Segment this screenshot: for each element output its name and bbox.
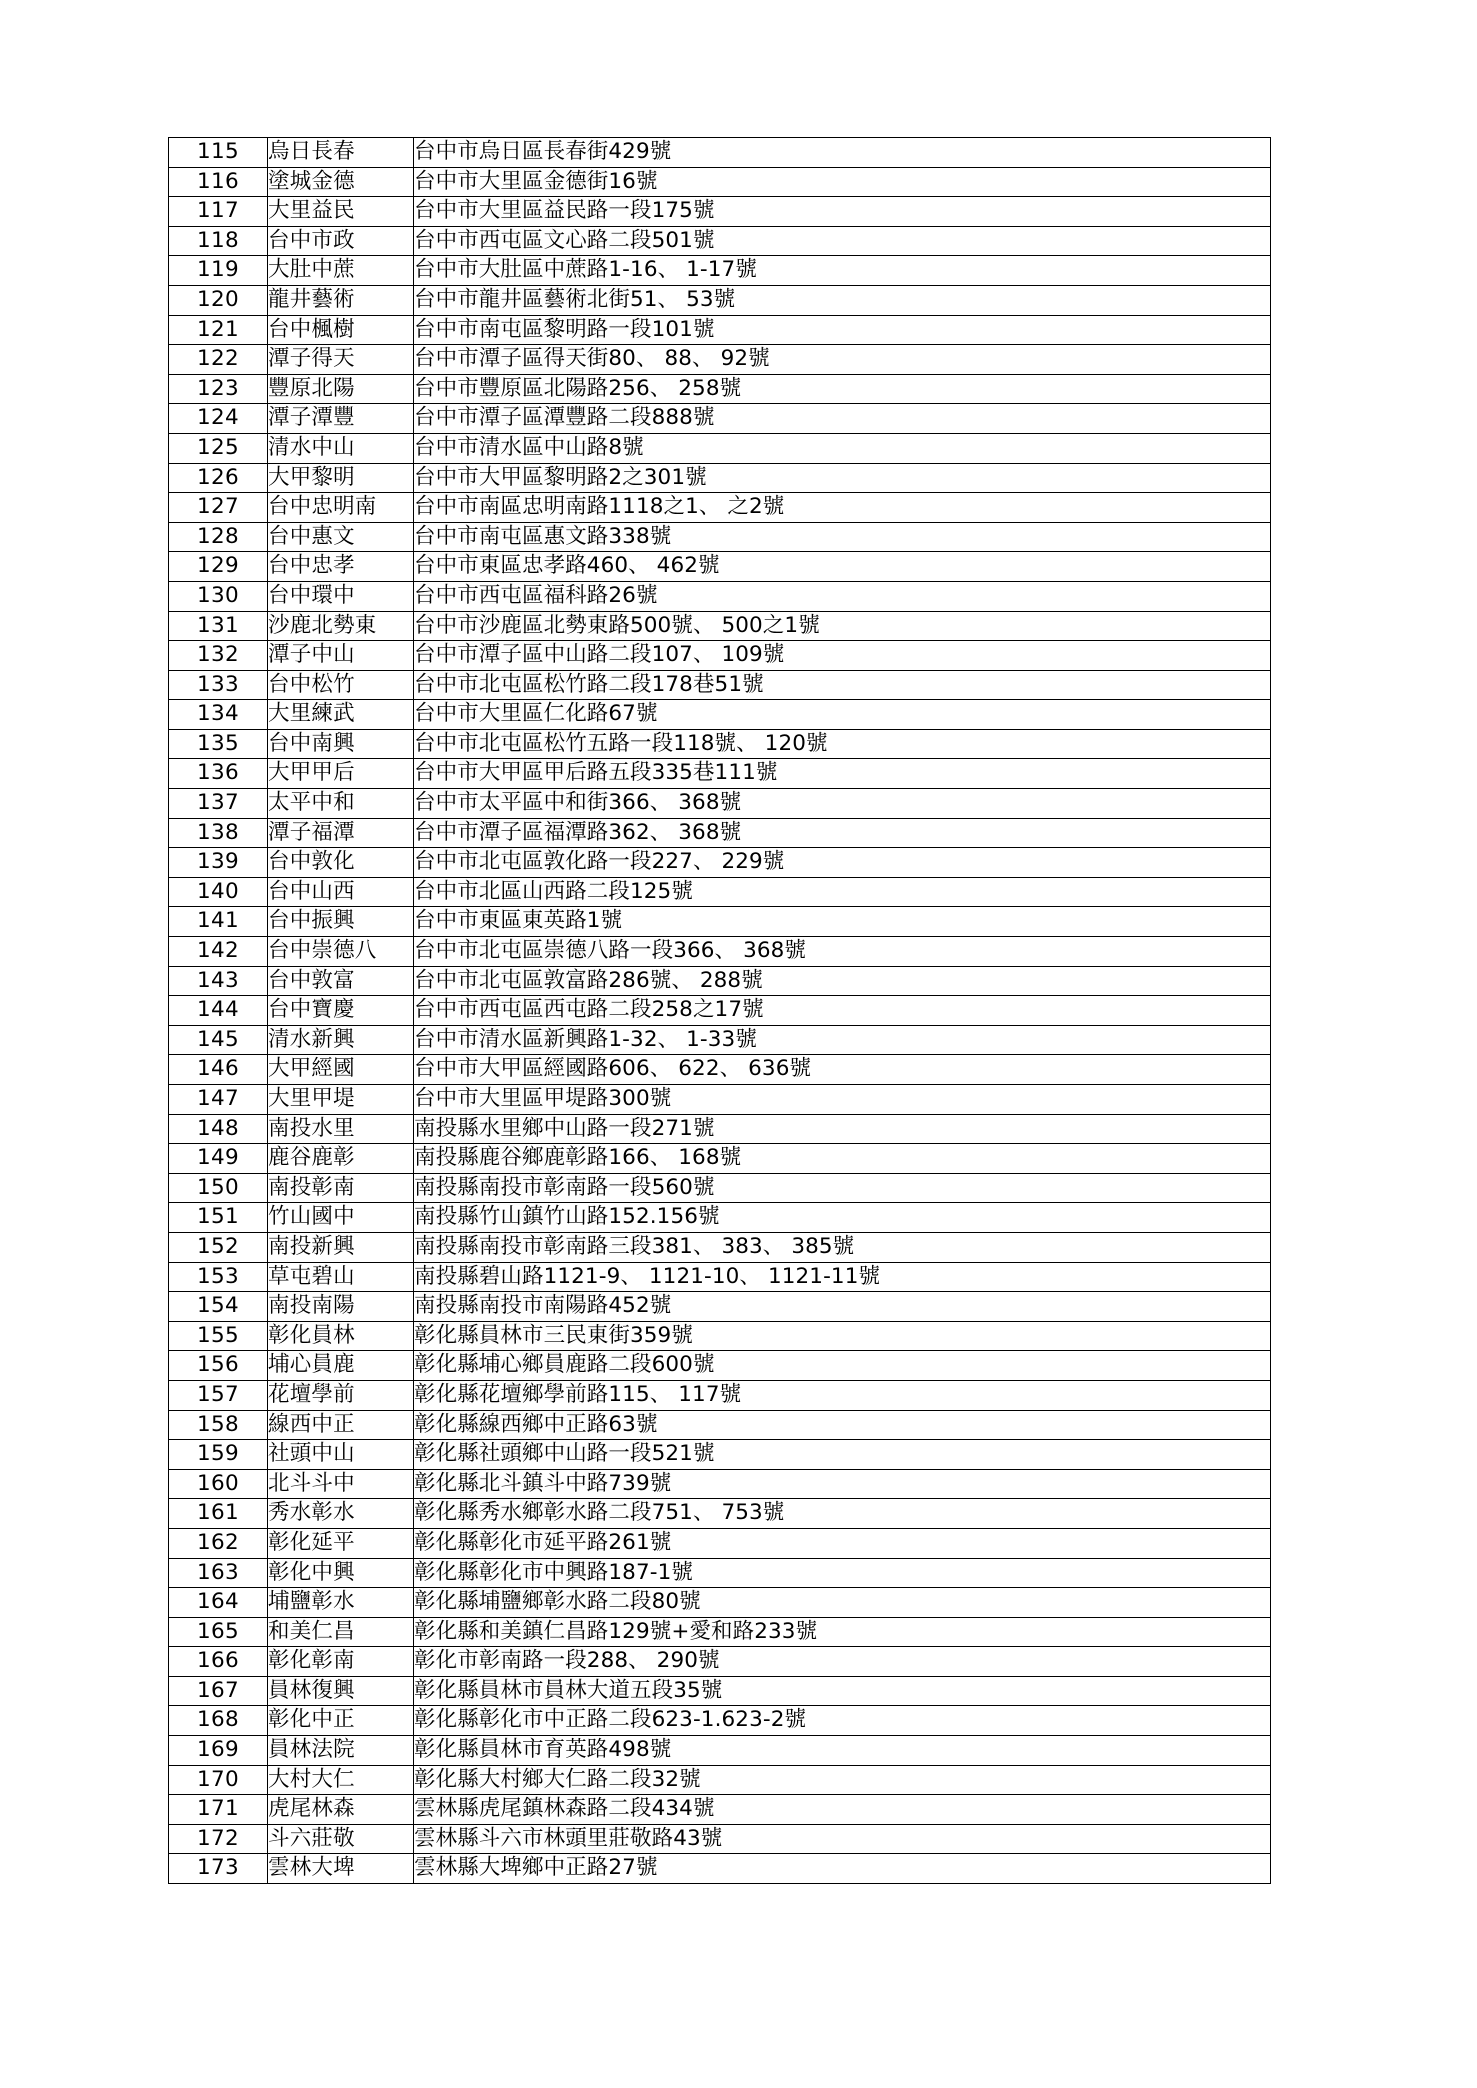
branch-name-cell: 大里甲堤 [268, 1085, 414, 1115]
branch-address-cell: 南投縣水里鄉中山路一段271號 [414, 1114, 1271, 1144]
table-row [169, 256, 1271, 286]
table-row [169, 1499, 1271, 1529]
table-row [169, 1676, 1271, 1706]
row-number-cell: 123 [169, 374, 268, 404]
branch-name-cell: 清水新興 [268, 1025, 414, 1055]
row-number-cell: 150 [169, 1173, 268, 1203]
table-row [169, 996, 1271, 1026]
table-row [169, 1351, 1271, 1381]
branch-address-cell: 彰化縣線西鄉中正路63號 [414, 1410, 1271, 1440]
row-number-cell: 153 [169, 1262, 268, 1292]
branch-address-cell: 台中市潭子區得天街80、 88、 92號 [414, 345, 1271, 375]
branch-address-cell: 彰化縣彰化市中正路二段623-1.623-2號 [414, 1706, 1271, 1736]
branch-name-cell: 豐原北陽 [268, 374, 414, 404]
row-number-cell: 144 [169, 996, 268, 1026]
branch-address-cell: 台中市沙鹿區北勢東路500號、 500之1號 [414, 611, 1271, 641]
branch-name-cell: 竹山國中 [268, 1203, 414, 1233]
table-row [169, 848, 1271, 878]
branch-name-cell: 彰化彰南 [268, 1647, 414, 1677]
row-number-cell: 138 [169, 818, 268, 848]
branch-name-cell: 台中振興 [268, 907, 414, 937]
branch-address-cell: 台中市南屯區惠文路338號 [414, 522, 1271, 552]
branch-name-cell: 社頭中山 [268, 1440, 414, 1470]
table-row [169, 1469, 1271, 1499]
row-number-cell: 167 [169, 1676, 268, 1706]
branch-name-cell: 彰化中正 [268, 1706, 414, 1736]
branch-address-cell: 彰化縣花壇鄉學前路115、 117號 [414, 1380, 1271, 1410]
branch-address-cell: 彰化市彰南路一段288、 290號 [414, 1647, 1271, 1677]
branch-address-cell: 台中市大里區益民路一段175號 [414, 197, 1271, 227]
table-row [169, 1647, 1271, 1677]
table-row [169, 1144, 1271, 1174]
branch-name-cell: 員林復興 [268, 1676, 414, 1706]
branch-name-cell: 太平中和 [268, 789, 414, 819]
branch-address-cell: 台中市西屯區文心路二段501號 [414, 226, 1271, 256]
branch-address-cell: 彰化縣員林市三民東街359號 [414, 1321, 1271, 1351]
row-number-cell: 122 [169, 345, 268, 375]
row-number-cell: 145 [169, 1025, 268, 1055]
branch-name-cell: 台中敦化 [268, 848, 414, 878]
table-row [169, 197, 1271, 227]
branch-name-cell: 草屯碧山 [268, 1262, 414, 1292]
row-number-cell: 168 [169, 1706, 268, 1736]
row-number-cell: 156 [169, 1351, 268, 1381]
row-number-cell: 146 [169, 1055, 268, 1085]
table-row [169, 1025, 1271, 1055]
branch-name-cell: 龍井藝術 [268, 285, 414, 315]
table-row [169, 1292, 1271, 1322]
branch-address-cell: 彰化縣大村鄉大仁路二段32號 [414, 1765, 1271, 1795]
branch-address-cell: 台中市潭子區福潭路362、 368號 [414, 818, 1271, 848]
table-row [169, 1114, 1271, 1144]
row-number-cell: 130 [169, 581, 268, 611]
branch-address-cell: 彰化縣社頭鄉中山路一段521號 [414, 1440, 1271, 1470]
branch-name-cell: 烏日長春 [268, 138, 414, 168]
row-number-cell: 147 [169, 1085, 268, 1115]
branch-address-cell: 南投縣南投市南陽路452號 [414, 1292, 1271, 1322]
branch-name-cell: 潭子中山 [268, 641, 414, 671]
branch-address-cell: 雲林縣斗六市林頭里莊敬路43號 [414, 1824, 1271, 1854]
table-row [169, 345, 1271, 375]
branch-address-cell: 台中市烏日區長春街429號 [414, 138, 1271, 168]
row-number-cell: 157 [169, 1380, 268, 1410]
row-number-cell: 151 [169, 1203, 268, 1233]
branch-name-cell: 台中寶慶 [268, 996, 414, 1026]
branch-address-cell: 南投縣南投市彰南路三段381、 383、 385號 [414, 1232, 1271, 1262]
row-number-cell: 160 [169, 1469, 268, 1499]
table-row [169, 167, 1271, 197]
branch-address-table [168, 137, 1271, 1884]
row-number-cell: 137 [169, 789, 268, 819]
branch-name-cell: 台中惠文 [268, 522, 414, 552]
row-number-cell: 155 [169, 1321, 268, 1351]
table-row [169, 522, 1271, 552]
branch-name-cell: 台中環中 [268, 581, 414, 611]
table-row [169, 1558, 1271, 1588]
branch-name-cell: 潭子潭豐 [268, 404, 414, 434]
table-row [169, 670, 1271, 700]
branch-address-cell: 台中市大甲區黎明路2之301號 [414, 463, 1271, 493]
row-number-cell: 159 [169, 1440, 268, 1470]
branch-name-cell: 員林法院 [268, 1736, 414, 1766]
table-row [169, 1203, 1271, 1233]
row-number-cell: 163 [169, 1558, 268, 1588]
branch-address-cell: 南投縣鹿谷鄉鹿彰路166、 168號 [414, 1144, 1271, 1174]
table-row [169, 1085, 1271, 1115]
branch-address-cell: 台中市太平區中和街366、 368號 [414, 789, 1271, 819]
branch-name-cell: 潭子福潭 [268, 818, 414, 848]
branch-address-cell: 台中市北區山西路二段125號 [414, 877, 1271, 907]
branch-name-cell: 秀水彰水 [268, 1499, 414, 1529]
table-row [169, 552, 1271, 582]
branch-address-cell: 南投縣南投市彰南路一段560號 [414, 1173, 1271, 1203]
table-row [169, 1706, 1271, 1736]
row-number-cell: 170 [169, 1765, 268, 1795]
table-row [169, 581, 1271, 611]
branch-address-cell: 台中市西屯區福科路26號 [414, 581, 1271, 611]
row-number-cell: 133 [169, 670, 268, 700]
branch-address-cell: 台中市豐原區北陽路256、 258號 [414, 374, 1271, 404]
branch-address-cell: 台中市潭子區潭豐路二段888號 [414, 404, 1271, 434]
branch-name-cell: 埔鹽彰水 [268, 1588, 414, 1618]
branch-name-cell: 南投水里 [268, 1114, 414, 1144]
table-row [169, 611, 1271, 641]
branch-address-cell: 台中市大肚區中蔗路1-16、 1-17號 [414, 256, 1271, 286]
table-row [169, 493, 1271, 523]
table-row [169, 966, 1271, 996]
branch-address-cell: 彰化縣北斗鎮斗中路739號 [414, 1469, 1271, 1499]
table-row [169, 1528, 1271, 1558]
table-row [169, 877, 1271, 907]
branch-name-cell: 台中崇德八 [268, 937, 414, 967]
row-number-cell: 125 [169, 433, 268, 463]
branch-name-cell: 南投南陽 [268, 1292, 414, 1322]
row-number-cell: 132 [169, 641, 268, 671]
row-number-cell: 121 [169, 315, 268, 345]
branch-name-cell: 埔心員鹿 [268, 1351, 414, 1381]
table-row [169, 729, 1271, 759]
branch-name-cell: 沙鹿北勢東 [268, 611, 414, 641]
table-row [169, 1410, 1271, 1440]
branch-name-cell: 南投新興 [268, 1232, 414, 1262]
table-row [169, 315, 1271, 345]
table-row [169, 1232, 1271, 1262]
table-row [169, 789, 1271, 819]
table-row [169, 907, 1271, 937]
branch-name-cell: 台中忠明南 [268, 493, 414, 523]
table-row [169, 404, 1271, 434]
row-number-cell: 131 [169, 611, 268, 641]
table-row [169, 641, 1271, 671]
table-row [169, 1617, 1271, 1647]
row-number-cell: 149 [169, 1144, 268, 1174]
branch-name-cell: 線西中正 [268, 1410, 414, 1440]
branch-address-cell: 台中市東區東英路1號 [414, 907, 1271, 937]
branch-name-cell: 花壇學前 [268, 1380, 414, 1410]
table-row [169, 374, 1271, 404]
branch-name-cell: 台中忠孝 [268, 552, 414, 582]
row-number-cell: 166 [169, 1647, 268, 1677]
table-row [169, 1736, 1271, 1766]
branch-address-cell: 南投縣碧山路1121-9、 1121-10、 1121-11號 [414, 1262, 1271, 1292]
branch-name-cell: 大里益民 [268, 197, 414, 227]
table-row [169, 433, 1271, 463]
branch-address-cell: 彰化縣埔鹽鄉彰水路二段80號 [414, 1588, 1271, 1618]
branch-name-cell: 大甲黎明 [268, 463, 414, 493]
table-body [169, 138, 1271, 1884]
branch-name-cell: 大肚中蔗 [268, 256, 414, 286]
table-row [169, 1854, 1271, 1884]
table-row [169, 1173, 1271, 1203]
row-number-cell: 173 [169, 1854, 268, 1884]
branch-address-cell: 台中市北屯區敦富路286號、 288號 [414, 966, 1271, 996]
branch-address-cell: 台中市大甲區經國路606、 622、 636號 [414, 1055, 1271, 1085]
row-number-cell: 164 [169, 1588, 268, 1618]
table-row [169, 1795, 1271, 1825]
branch-name-cell: 彰化中興 [268, 1558, 414, 1588]
row-number-cell: 129 [169, 552, 268, 582]
branch-address-cell: 彰化縣埔心鄉員鹿路二段600號 [414, 1351, 1271, 1381]
branch-name-cell: 大里練武 [268, 700, 414, 730]
branch-address-cell: 台中市北屯區崇德八路一段366、 368號 [414, 937, 1271, 967]
table-row [169, 1824, 1271, 1854]
row-number-cell: 152 [169, 1232, 268, 1262]
table-row [169, 138, 1271, 168]
branch-address-cell: 台中市大里區仁化路67號 [414, 700, 1271, 730]
branch-name-cell: 大村大仁 [268, 1765, 414, 1795]
row-number-cell: 117 [169, 197, 268, 227]
branch-address-cell: 台中市大甲區甲后路五段335巷111號 [414, 759, 1271, 789]
row-number-cell: 162 [169, 1528, 268, 1558]
branch-address-cell: 台中市南區忠明南路1118之1、 之2號 [414, 493, 1271, 523]
branch-name-cell: 台中楓樹 [268, 315, 414, 345]
row-number-cell: 139 [169, 848, 268, 878]
row-number-cell: 158 [169, 1410, 268, 1440]
table-row [169, 463, 1271, 493]
branch-name-cell: 鹿谷鹿彰 [268, 1144, 414, 1174]
table-row [169, 1321, 1271, 1351]
row-number-cell: 119 [169, 256, 268, 286]
branch-address-cell: 台中市清水區新興路1-32、 1-33號 [414, 1025, 1271, 1055]
branch-address-cell: 雲林縣大埤鄉中正路27號 [414, 1854, 1271, 1884]
branch-address-cell: 彰化縣員林市員林大道五段35號 [414, 1676, 1271, 1706]
branch-name-cell: 彰化員林 [268, 1321, 414, 1351]
address-table-container [168, 137, 1270, 1884]
branch-address-cell: 南投縣竹山鎮竹山路152.156號 [414, 1203, 1271, 1233]
row-number-cell: 116 [169, 167, 268, 197]
branch-name-cell: 台中市政 [268, 226, 414, 256]
table-row [169, 226, 1271, 256]
row-number-cell: 154 [169, 1292, 268, 1322]
row-number-cell: 115 [169, 138, 268, 168]
row-number-cell: 140 [169, 877, 268, 907]
row-number-cell: 143 [169, 966, 268, 996]
branch-address-cell: 彰化縣員林市育英路498號 [414, 1736, 1271, 1766]
branch-address-cell: 彰化縣彰化市延平路261號 [414, 1528, 1271, 1558]
row-number-cell: 142 [169, 937, 268, 967]
branch-name-cell: 雲林大埤 [268, 1854, 414, 1884]
row-number-cell: 127 [169, 493, 268, 523]
row-number-cell: 124 [169, 404, 268, 434]
branch-address-cell: 彰化縣秀水鄉彰水路二段751、 753號 [414, 1499, 1271, 1529]
branch-name-cell: 南投彰南 [268, 1173, 414, 1203]
table-row [169, 1055, 1271, 1085]
branch-name-cell: 清水中山 [268, 433, 414, 463]
branch-name-cell: 彰化延平 [268, 1528, 414, 1558]
row-number-cell: 169 [169, 1736, 268, 1766]
branch-name-cell: 台中松竹 [268, 670, 414, 700]
branch-address-cell: 雲林縣虎尾鎮林森路二段434號 [414, 1795, 1271, 1825]
branch-name-cell: 大甲經國 [268, 1055, 414, 1085]
table-row [169, 1380, 1271, 1410]
row-number-cell: 148 [169, 1114, 268, 1144]
branch-name-cell: 斗六莊敬 [268, 1824, 414, 1854]
branch-name-cell: 台中南興 [268, 729, 414, 759]
branch-address-cell: 台中市北屯區敦化路一段227、 229號 [414, 848, 1271, 878]
row-number-cell: 135 [169, 729, 268, 759]
row-number-cell: 171 [169, 1795, 268, 1825]
table-row [169, 759, 1271, 789]
branch-address-cell: 台中市清水區中山路8號 [414, 433, 1271, 463]
branch-address-cell: 台中市南屯區黎明路一段101號 [414, 315, 1271, 345]
table-row [169, 937, 1271, 967]
row-number-cell: 161 [169, 1499, 268, 1529]
branch-name-cell: 塗城金德 [268, 167, 414, 197]
table-row [169, 285, 1271, 315]
row-number-cell: 172 [169, 1824, 268, 1854]
row-number-cell: 165 [169, 1617, 268, 1647]
branch-name-cell: 虎尾林森 [268, 1795, 414, 1825]
row-number-cell: 128 [169, 522, 268, 552]
branch-address-cell: 台中市大里區甲堤路300號 [414, 1085, 1271, 1115]
branch-address-cell: 台中市東區忠孝路460、 462號 [414, 552, 1271, 582]
table-row [169, 1765, 1271, 1795]
branch-address-cell: 台中市大里區金德街16號 [414, 167, 1271, 197]
branch-name-cell: 台中敦富 [268, 966, 414, 996]
branch-name-cell: 和美仁昌 [268, 1617, 414, 1647]
row-number-cell: 136 [169, 759, 268, 789]
branch-address-cell: 彰化縣和美鎮仁昌路129號+愛和路233號 [414, 1617, 1271, 1647]
table-row [169, 1262, 1271, 1292]
branch-name-cell: 潭子得天 [268, 345, 414, 375]
row-number-cell: 118 [169, 226, 268, 256]
table-row [169, 1588, 1271, 1618]
table-row [169, 1440, 1271, 1470]
branch-address-cell: 台中市龍井區藝術北街51、 53號 [414, 285, 1271, 315]
branch-name-cell: 大甲甲后 [268, 759, 414, 789]
branch-address-cell: 台中市西屯區西屯路二段258之17號 [414, 996, 1271, 1026]
row-number-cell: 141 [169, 907, 268, 937]
branch-address-cell: 彰化縣彰化市中興路187-1號 [414, 1558, 1271, 1588]
branch-name-cell: 台中山西 [268, 877, 414, 907]
branch-address-cell: 台中市潭子區中山路二段107、 109號 [414, 641, 1271, 671]
branch-address-cell: 台中市北屯區松竹路二段178巷51號 [414, 670, 1271, 700]
row-number-cell: 126 [169, 463, 268, 493]
branch-name-cell: 北斗斗中 [268, 1469, 414, 1499]
row-number-cell: 120 [169, 285, 268, 315]
branch-address-cell: 台中市北屯區松竹五路一段118號、 120號 [414, 729, 1271, 759]
row-number-cell: 134 [169, 700, 268, 730]
table-row [169, 700, 1271, 730]
table-row [169, 818, 1271, 848]
